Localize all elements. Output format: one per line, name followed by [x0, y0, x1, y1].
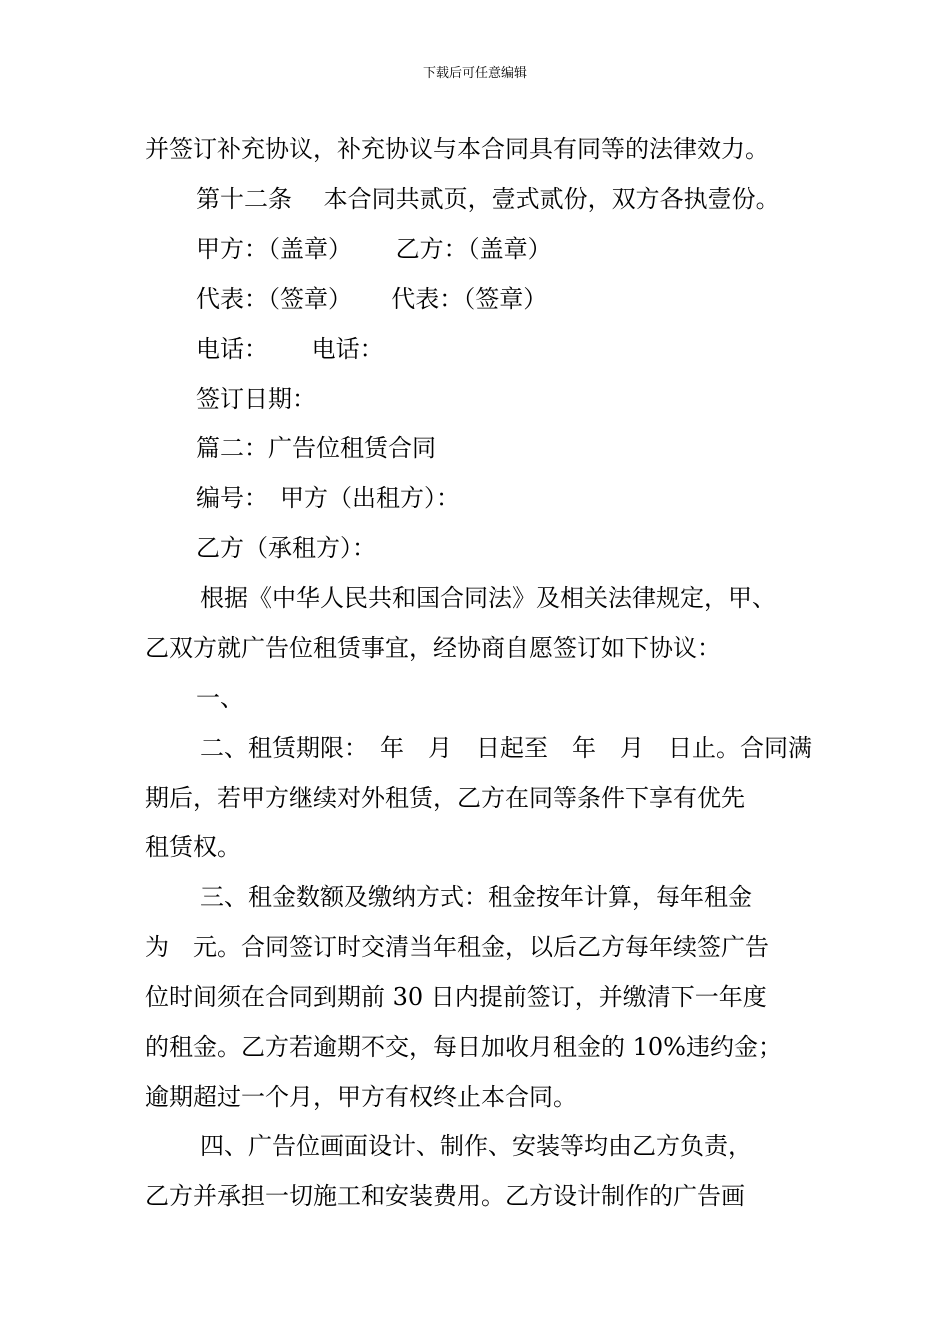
text-line: 根据《中华人民共和国合同法》及相关法律规定，甲、 [200, 584, 776, 612]
text-line: 第十二条 本合同共贰页，壹式贰份，双方各执壹份。 [196, 185, 780, 213]
text-line: 位时间须在合同到期前 30 日内提前签订，并缴清下一年度 [145, 983, 767, 1011]
page-header: 下载后可任意编辑 [422, 66, 527, 81]
text-line: 电话： 电话： [196, 335, 384, 363]
text-line: 乙双方就广告位租赁事宜，经协商自愿签订如下协议： [145, 634, 721, 662]
text-line: 为 元。合同签订时交清当年租金，以后乙方每年续签广告 [145, 933, 769, 961]
text-line: 代表：（签章） 代表：（签章） [196, 285, 548, 313]
text-line: 三、租金数额及缴纳方式：租金按年计算，每年租金 [200, 883, 752, 911]
text-line: 乙方（承租方）： [196, 534, 376, 562]
text-line: 逾期超过一个月，甲方有权终止本合同。 [145, 1083, 577, 1111]
text-line: 篇二：广告位租赁合同 [196, 434, 436, 462]
text-line: 二、租赁期限： 年 月 日起至 年 月 日止。合同满 [200, 734, 812, 762]
text-line: 租赁权。 [145, 833, 241, 861]
text-line: 乙方并承担一切施工和安装费用。乙方设计制作的广告画 [145, 1182, 745, 1210]
text-line: 编号： 甲方（出租方）： [196, 484, 460, 512]
text-line: 签订日期： [196, 385, 316, 413]
text-line: 期后，若甲方继续对外租赁，乙方在同等条件下享有优先 [145, 784, 745, 812]
text-line: 四、广告位画面设计、制作、安装等均由乙方负责， [200, 1132, 752, 1160]
text-line: 甲方：（盖章） 乙方：（盖章） [196, 235, 552, 263]
text-line: 的租金。乙方若逾期不交，每日加收月租金的 10%违约金； [145, 1033, 782, 1061]
text-line: 一、 [196, 684, 244, 712]
text-line: 并签订补充协议，补充协议与本合同具有同等的法律效力。 [145, 135, 769, 163]
